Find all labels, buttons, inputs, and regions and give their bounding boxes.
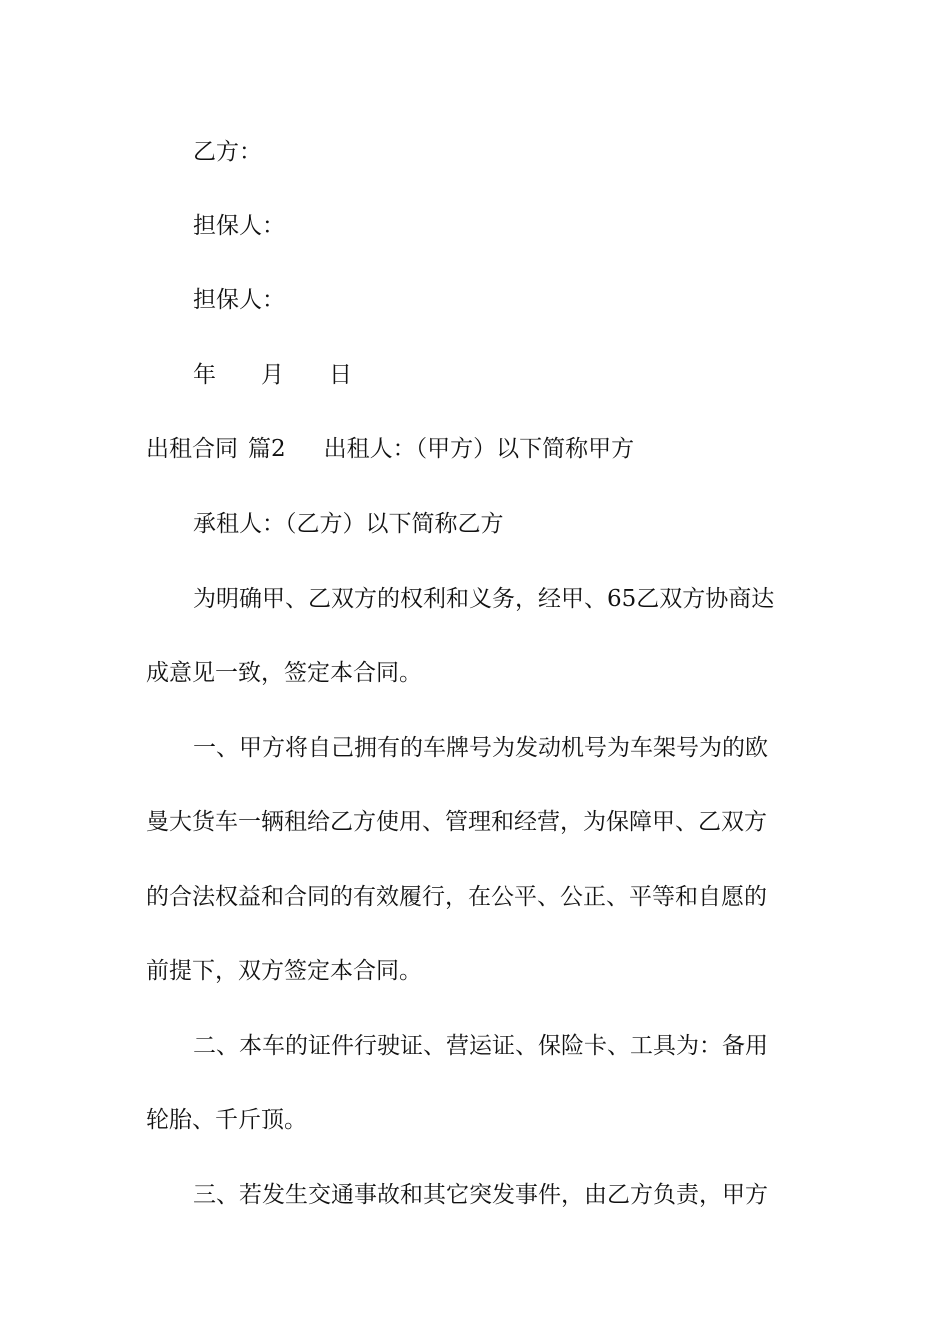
guarantor-label-1: 担保人：: [193, 213, 285, 239]
date-year: 年: [193, 362, 216, 388]
paragraph-line: 二、本车的证件行驶证、营运证、保险卡、工具为：备用: [193, 1033, 768, 1059]
paragraph-line: 一、甲方将自己拥有的车牌号为发动机号为车架号为的欧: [193, 735, 768, 761]
party-b-label: 乙方：: [193, 139, 262, 165]
paragraph-line: 的合法权益和合同的有效履行，在公平、公正、平等和自愿的: [146, 884, 767, 910]
paragraph-line: 曼大货车一辆租给乙方使用、管理和经营，为保障甲、乙双方: [146, 809, 767, 835]
paragraph-line: 轮胎、千斤顶。: [146, 1107, 307, 1133]
contract-heading-line: [146, 434, 806, 464]
lessor-line: 出租人：（甲方）以下简称甲方: [323, 436, 635, 462]
contract-section: 篇2: [248, 436, 286, 462]
paragraph-line: 前提下，双方签定本合同。: [146, 958, 422, 984]
date-month: 月: [261, 362, 284, 388]
paragraph-line: 三、若发生交通事故和其它突发事件，由乙方负责，甲方: [193, 1182, 768, 1208]
guarantor-label-2: 担保人：: [193, 287, 285, 313]
lessee-line: 承租人：（乙方）以下简称乙方: [193, 511, 504, 537]
date-day: 日: [329, 362, 352, 388]
paragraph-line: 为明确甲、乙双方的权利和义务，经甲、65乙双方协商达: [193, 586, 775, 612]
contract-title: 出租合同: [146, 436, 238, 462]
paragraph-line: 成意见一致，签定本合同。: [146, 660, 422, 686]
date-line: [146, 360, 853, 390]
